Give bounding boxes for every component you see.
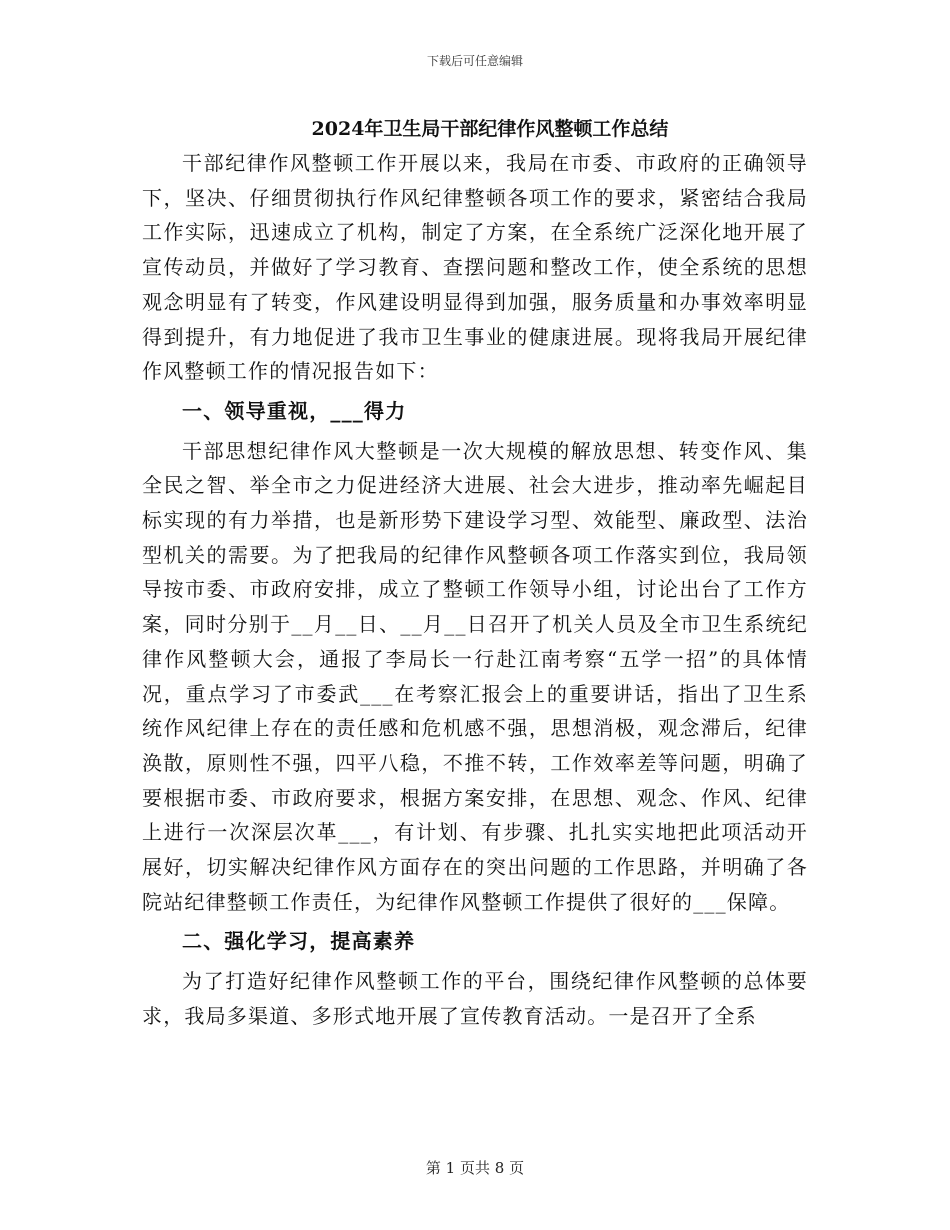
section-1-heading: 一、领导重视，___得力 (182, 398, 407, 423)
page-number-footer: 第 1 页共 8 页 (425, 1159, 525, 1177)
document-body (142, 112, 808, 1034)
document-title: 2024年卫生局干部纪律作风整顿工作总结 (311, 118, 669, 140)
section-2-heading: 二、强化学习，提高素养 (182, 929, 416, 954)
page-header-note: 下载后可任意编辑 (426, 54, 523, 68)
section-1-paragraph: 干部思想纪律作风大整顿是一次大规模的解放思想、转变作风、集全民之智、举全市之力促进经济大进展、社会大进步，推动率先崛起目标实现的有力举措，也是新形势下建设学习型、效能型、廉政型、法治型机关的需要。为了把我局的纪律作风整顿各项工作落实到位，我局领导按市委、市政府安排，成立了整顿工作领导小组，讨论出台了工作方案，同时分别于__月__日、__月__日召开了机关人员及全市卫生系统纪律作风整顿大会，通报了李局长一行赴江南考察“五学一招”的具体情况，重点学习了市委武___在考察汇报会上的重要讲话，指出了卫生系统作风纪律上存在的责任感和危机感不强，思想消极，观念滞后，纪律涣散，原则性不强，四平八稳，不推不转，工作效率差等问题，明确了要根据市委、市政府要求，根据方案安排，在思想、观念、作风、纪律上进行一次深层次革___，有计划、有步骤、扎扎实实地把此项活动开展好，切实解决纪律作风方面存在的突出问题的工作思路，并明确了各院站纪律整顿工作责任，为纪律作风整顿工作提供了很好的___保障。 (142, 438, 808, 914)
intro-paragraph: 干部纪律作风整顿工作开展以来，我局在市委、市政府的正确领导下，坚决、仔细贯彻执行作风纪律整顿各项工作的要求，紧密结合我局工作实际，迅速成立了机构，制定了方案，在全系统广泛深化地开展了宣传动员，并做好了学习教育、查摆问题和整改工作，使全系统的思想观念明显有了转变，作风建设明显得到加强，服务质量和办事效率明显得到提升，有力地促进了我市卫生事业的健康进展。现将我局开展纪律作风整顿工作的情况报告如下： (142, 151, 808, 384)
section-2-paragraph: 为了打造好纪律作风整顿工作的平台，围绕纪律作风整顿的总体要求，我局多渠道、多形式地开展了宣传教育活动。一是召开了全系 (142, 969, 808, 1028)
